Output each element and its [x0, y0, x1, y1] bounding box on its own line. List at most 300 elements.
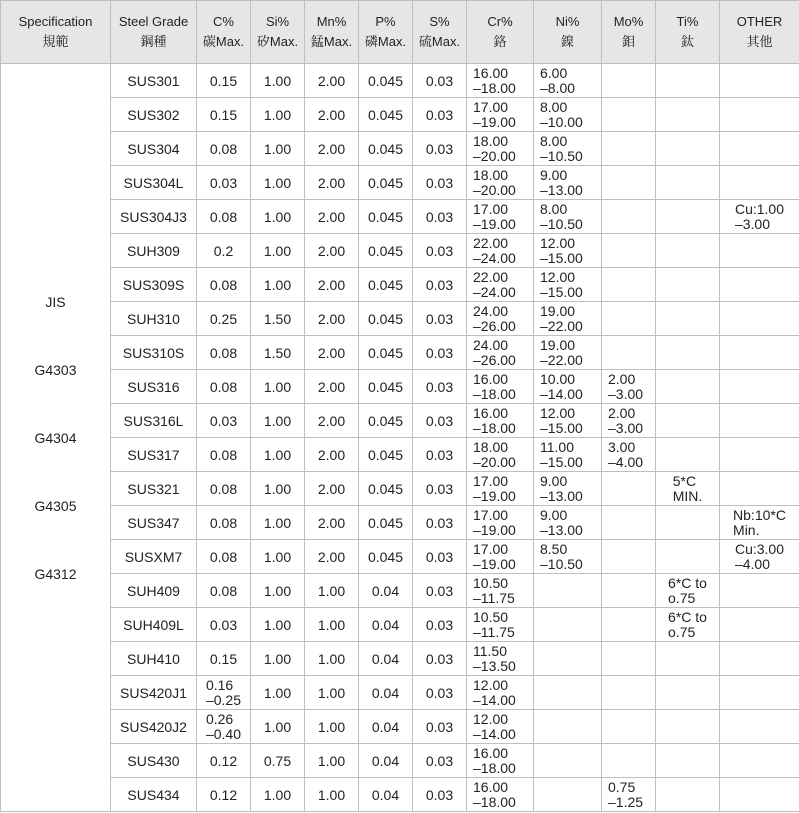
sulfur-cell: 0.03 [413, 540, 467, 574]
header-line: 鋼種 [140, 34, 167, 49]
manganese-cell: 1.00 [305, 778, 359, 812]
chromium-value-line: –18.00 [473, 419, 516, 436]
other-cell [720, 642, 799, 676]
phosphorus-cell: 0.04 [359, 676, 413, 710]
table-row [1, 438, 799, 472]
phosphorus-cell: 0.04 [359, 642, 413, 676]
nickel-value-line: 19.00 [540, 336, 576, 353]
molybdenum-cell [602, 404, 656, 438]
nickel-value-line: –10.00 [540, 113, 583, 130]
chromium-value-line: –20.00 [473, 147, 516, 164]
chromium-cell [467, 506, 534, 540]
steel-grade-cell: SUS434 [111, 778, 197, 812]
molybdenum-value-line: 2.00 [608, 370, 636, 387]
chromium-value-line: –20.00 [473, 453, 516, 470]
table-row [1, 506, 799, 540]
nickel-value-line: 8.00 [540, 98, 568, 115]
steel-grade-cell: SUS309S [111, 268, 197, 302]
header-line: Specification [18, 14, 93, 29]
chromium-value-line: –20.00 [473, 181, 516, 198]
other-value-line: Min. [733, 521, 760, 538]
sulfur-cell: 0.03 [413, 132, 467, 166]
table-row [1, 574, 799, 608]
manganese-cell: 1.00 [305, 574, 359, 608]
titanium-cell [656, 268, 720, 302]
titanium-cell [656, 234, 720, 268]
other-cell [720, 438, 799, 472]
titanium-cell [656, 676, 720, 710]
silicon-cell: 1.00 [251, 676, 305, 710]
chromium-cell [467, 302, 534, 336]
header-line: 鉬 [621, 34, 635, 49]
sulfur-cell: 0.03 [413, 268, 467, 302]
sulfur-cell: 0.03 [413, 710, 467, 744]
sulfur-cell: 0.03 [413, 64, 467, 98]
carbon-value-line: 0.08 [209, 276, 238, 293]
chromium-value-line: 18.00 [473, 166, 509, 183]
header-line: Ti% [676, 14, 699, 29]
phosphorus-cell: 0.04 [359, 744, 413, 778]
specification-standard: G4305 [34, 497, 77, 514]
table-body [1, 64, 799, 812]
molybdenum-cell [602, 642, 656, 676]
nickel-value-line: –15.00 [540, 419, 583, 436]
chromium-value-line: –26.00 [473, 317, 516, 334]
sulfur-cell: 0.03 [413, 98, 467, 132]
silicon-cell: 1.00 [251, 234, 305, 268]
silicon-cell: 1.00 [251, 438, 305, 472]
chromium-value-line: –14.00 [473, 725, 516, 742]
chromium-cell [467, 404, 534, 438]
header-line: Ni% [555, 14, 580, 29]
chromium-cell [467, 778, 534, 812]
chromium-cell [467, 744, 534, 778]
nickel-value-line: 12.00 [540, 268, 576, 285]
nickel-value-line: –15.00 [540, 453, 583, 470]
nickel-value-line: 6.00 [540, 64, 568, 81]
table-row [1, 64, 799, 98]
titanium-cell [656, 472, 720, 506]
other-cell [720, 574, 799, 608]
carbon-value-line: 0.15 [209, 650, 238, 667]
other-cell [720, 710, 799, 744]
chromium-value-line: –13.50 [473, 657, 516, 674]
titanium-cell [656, 574, 720, 608]
carbon-cell [197, 574, 251, 608]
chromium-value-line: 10.50 [473, 574, 509, 591]
carbon-value-line: 0.16 [205, 676, 234, 693]
molybdenum-cell [602, 506, 656, 540]
header-line: 矽Max. [256, 34, 299, 49]
steel-grade-cell: SUS317 [111, 438, 197, 472]
silicon-cell: 1.00 [251, 472, 305, 506]
table-row [1, 166, 799, 200]
other-value-line: Cu:1.00 [734, 200, 785, 217]
molybdenum-value-line: 2.00 [608, 404, 636, 421]
titanium-cell [656, 200, 720, 234]
molybdenum-cell [602, 540, 656, 574]
header-line: 規範 [42, 34, 69, 49]
manganese-cell: 2.00 [305, 506, 359, 540]
steel-grade-cell: SUS301 [111, 64, 197, 98]
silicon-cell: 1.00 [251, 710, 305, 744]
silicon-cell: 1.00 [251, 642, 305, 676]
molybdenum-cell [602, 234, 656, 268]
chromium-cell [467, 438, 534, 472]
steel-grade-cell: SUS304J3 [111, 200, 197, 234]
carbon-cell [197, 608, 251, 642]
specification-standard: G4304 [34, 429, 77, 446]
nickel-cell [534, 370, 602, 404]
sulfur-cell: 0.03 [413, 676, 467, 710]
molybdenum-value-line: –3.00 [608, 385, 644, 402]
chromium-value-line: –19.00 [473, 555, 516, 572]
other-cell [720, 540, 799, 574]
chromium-value-line: –11.75 [473, 589, 515, 606]
steel-grade-cell: SUH409 [111, 574, 197, 608]
header-line: 鈦 [680, 34, 694, 49]
nickel-cell [534, 132, 602, 166]
steel-grade-cell: SUS304L [111, 166, 197, 200]
nickel-cell [534, 438, 602, 472]
chromium-value-line: –24.00 [473, 283, 516, 300]
phosphorus-cell: 0.045 [359, 540, 413, 574]
manganese-cell: 2.00 [305, 64, 359, 98]
phosphorus-cell: 0.045 [359, 472, 413, 506]
chromium-value-line: 17.00 [473, 506, 509, 523]
nickel-value-line: –10.50 [540, 555, 583, 572]
chromium-value-line: 22.00 [473, 268, 509, 285]
molybdenum-cell [602, 166, 656, 200]
header-line: 其他 [746, 34, 773, 49]
chromium-value-line: 12.00 [473, 710, 509, 727]
header-line: Cr% [487, 14, 513, 29]
table-row [1, 234, 799, 268]
header-line: C% [213, 14, 234, 29]
other-cell [720, 132, 799, 166]
carbon-cell [197, 438, 251, 472]
steel-grade-cell: SUH410 [111, 642, 197, 676]
other-cell [720, 302, 799, 336]
steel-grade-cell: SUS420J1 [111, 676, 197, 710]
nickel-value-line: –13.00 [540, 487, 583, 504]
carbon-value-line: 0.03 [209, 412, 238, 429]
table-row [1, 608, 799, 642]
silicon-cell: 1.00 [251, 608, 305, 642]
silicon-cell: 1.00 [251, 132, 305, 166]
nickel-value-line: –13.00 [540, 181, 583, 198]
nickel-cell [534, 540, 602, 574]
nickel-value-line: 12.00 [540, 234, 576, 251]
header-nickel [534, 1, 602, 64]
table-row [1, 710, 799, 744]
molybdenum-cell [602, 336, 656, 370]
molybdenum-value-line: –1.25 [608, 793, 644, 810]
table-row [1, 370, 799, 404]
steel-grade-cell: SUS430 [111, 744, 197, 778]
chromium-value-line: 16.00 [473, 370, 509, 387]
other-value-line: –4.00 [734, 555, 771, 572]
nickel-value-line: –13.00 [540, 521, 583, 538]
phosphorus-cell: 0.045 [359, 98, 413, 132]
carbon-cell [197, 472, 251, 506]
specification-standard: G4312 [34, 565, 77, 582]
carbon-cell [197, 744, 251, 778]
carbon-cell [197, 540, 251, 574]
chromium-value-line: 12.00 [473, 676, 509, 693]
molybdenum-cell [602, 608, 656, 642]
chromium-value-line: 22.00 [473, 234, 509, 251]
other-cell [720, 404, 799, 438]
chromium-value-line: 10.50 [473, 608, 509, 625]
carbon-cell [197, 200, 251, 234]
manganese-cell: 2.00 [305, 438, 359, 472]
other-value-line: –3.00 [734, 215, 771, 232]
other-cell [720, 200, 799, 234]
carbon-value-line: 0.08 [209, 140, 238, 157]
manganese-cell: 2.00 [305, 472, 359, 506]
chromium-cell [467, 676, 534, 710]
silicon-cell: 1.00 [251, 540, 305, 574]
nickel-cell [534, 166, 602, 200]
nickel-value-line: 11.00 [540, 438, 574, 455]
silicon-cell: 1.00 [251, 778, 305, 812]
manganese-cell: 2.00 [305, 540, 359, 574]
manganese-cell: 2.00 [305, 302, 359, 336]
chromium-cell [467, 268, 534, 302]
silicon-cell: 1.00 [251, 64, 305, 98]
molybdenum-value-line: 0.75 [608, 778, 636, 795]
carbon-value-line: 0.12 [209, 786, 238, 803]
chromium-value-line: –18.00 [473, 793, 516, 810]
titanium-value-line: 6*C to [668, 608, 707, 625]
steel-grade-cell: SUS321 [111, 472, 197, 506]
nickel-cell [534, 98, 602, 132]
other-cell [720, 506, 799, 540]
sulfur-cell: 0.03 [413, 234, 467, 268]
carbon-value-line: 0.15 [209, 72, 238, 89]
header-line: 碳Max. [202, 34, 245, 49]
phosphorus-cell: 0.04 [359, 608, 413, 642]
chromium-cell [467, 64, 534, 98]
chromium-value-line: –19.00 [473, 487, 516, 504]
other-cell [720, 778, 799, 812]
molybdenum-cell [602, 744, 656, 778]
header-line: OTHER [736, 14, 783, 29]
chromium-cell [467, 336, 534, 370]
molybdenum-cell [602, 98, 656, 132]
other-cell [720, 744, 799, 778]
header-line: Steel Grade [118, 14, 189, 29]
sulfur-cell: 0.03 [413, 506, 467, 540]
titanium-value-line: 5*C [672, 472, 697, 489]
manganese-cell: 1.00 [305, 744, 359, 778]
other-cell [720, 64, 799, 98]
header-titanium [656, 1, 720, 64]
chromium-value-line: 16.00 [473, 744, 509, 761]
chromium-cell [467, 200, 534, 234]
nickel-cell [534, 608, 602, 642]
specification-standard: JIS [45, 293, 66, 310]
nickel-cell [534, 234, 602, 268]
nickel-value-line: –8.00 [540, 79, 576, 96]
header-specification [1, 1, 111, 64]
phosphorus-cell: 0.045 [359, 200, 413, 234]
manganese-cell: 2.00 [305, 268, 359, 302]
silicon-cell: 1.00 [251, 574, 305, 608]
molybdenum-cell [602, 778, 656, 812]
manganese-cell: 1.00 [305, 608, 359, 642]
table-row [1, 778, 799, 812]
sulfur-cell: 0.03 [413, 438, 467, 472]
molybdenum-cell [602, 676, 656, 710]
carbon-value-line: 0.08 [209, 480, 238, 497]
chromium-value-line: –24.00 [473, 249, 516, 266]
sulfur-cell: 0.03 [413, 336, 467, 370]
chromium-cell [467, 132, 534, 166]
chromium-value-line: 17.00 [473, 200, 509, 217]
silicon-cell: 1.00 [251, 98, 305, 132]
nickel-value-line: –22.00 [540, 317, 583, 334]
other-cell [720, 472, 799, 506]
chromium-cell [467, 166, 534, 200]
manganese-cell: 2.00 [305, 234, 359, 268]
sulfur-cell: 0.03 [413, 778, 467, 812]
manganese-cell: 1.00 [305, 676, 359, 710]
phosphorus-cell: 0.045 [359, 404, 413, 438]
titanium-cell [656, 336, 720, 370]
nickel-cell [534, 336, 602, 370]
nickel-cell [534, 778, 602, 812]
nickel-cell [534, 574, 602, 608]
header-line: 鉻 [493, 34, 507, 49]
chromium-value-line: 18.00 [473, 132, 509, 149]
chromium-value-line: 17.00 [473, 540, 509, 557]
sulfur-cell: 0.03 [413, 574, 467, 608]
nickel-cell [534, 268, 602, 302]
manganese-cell: 2.00 [305, 132, 359, 166]
carbon-cell [197, 506, 251, 540]
phosphorus-cell: 0.045 [359, 302, 413, 336]
chromium-value-line: 16.00 [473, 404, 509, 421]
nickel-cell [534, 744, 602, 778]
nickel-cell [534, 506, 602, 540]
steel-grade-cell: SUS316L [111, 404, 197, 438]
silicon-cell: 1.50 [251, 302, 305, 336]
steel-grade-cell: SUH309 [111, 234, 197, 268]
header-line: S% [429, 14, 450, 29]
molybdenum-cell [602, 64, 656, 98]
table-row [1, 336, 799, 370]
titanium-value-line: MIN. [672, 487, 703, 504]
table-row [1, 540, 799, 574]
phosphorus-cell: 0.045 [359, 506, 413, 540]
molybdenum-value-line: –3.00 [608, 419, 644, 436]
table-row [1, 744, 799, 778]
carbon-cell [197, 234, 251, 268]
carbon-cell [197, 64, 251, 98]
nickel-value-line: 8.50 [540, 540, 568, 557]
steel-grade-cell: SUH310 [111, 302, 197, 336]
header-line: 硫Max. [418, 34, 461, 49]
header-line: P% [375, 14, 396, 29]
header-line: 鎳 [560, 34, 574, 49]
carbon-cell [197, 98, 251, 132]
nickel-value-line: 9.00 [540, 472, 568, 489]
molybdenum-cell [602, 472, 656, 506]
nickel-cell [534, 302, 602, 336]
manganese-cell: 2.00 [305, 336, 359, 370]
sulfur-cell: 0.03 [413, 166, 467, 200]
other-cell [720, 166, 799, 200]
nickel-value-line: 9.00 [540, 506, 568, 523]
carbon-value-line: 0.25 [209, 310, 238, 327]
chromium-value-line: 16.00 [473, 64, 509, 81]
chromium-value-line: 18.00 [473, 438, 509, 455]
phosphorus-cell: 0.045 [359, 64, 413, 98]
silicon-cell: 1.00 [251, 166, 305, 200]
chromium-cell [467, 608, 534, 642]
nickel-cell [534, 642, 602, 676]
titanium-value-line: 6*C to [668, 574, 707, 591]
sulfur-cell: 0.03 [413, 744, 467, 778]
manganese-cell: 2.00 [305, 370, 359, 404]
specification-cell [1, 64, 111, 812]
silicon-cell: 1.00 [251, 404, 305, 438]
steel-grade-cell: SUS310S [111, 336, 197, 370]
carbon-cell [197, 404, 251, 438]
carbon-value-line: –0.40 [205, 725, 242, 742]
carbon-value-line: 0.08 [209, 548, 238, 565]
phosphorus-cell: 0.045 [359, 438, 413, 472]
header-molybdenum [602, 1, 656, 64]
nickel-cell [534, 676, 602, 710]
steel-grade-cell: SUS347 [111, 506, 197, 540]
titanium-value-line: o.75 [668, 589, 696, 606]
nickel-cell [534, 710, 602, 744]
chromium-cell [467, 710, 534, 744]
carbon-value-line: 0.15 [209, 106, 238, 123]
sulfur-cell: 0.03 [413, 472, 467, 506]
carbon-value-line: 0.08 [209, 344, 238, 361]
phosphorus-cell: 0.045 [359, 336, 413, 370]
sulfur-cell: 0.03 [413, 370, 467, 404]
sulfur-cell: 0.03 [413, 200, 467, 234]
titanium-cell [656, 540, 720, 574]
manganese-cell: 1.00 [305, 710, 359, 744]
header-manganese [305, 1, 359, 64]
carbon-value-line: 0.03 [209, 174, 238, 191]
table-row [1, 98, 799, 132]
carbon-value-line: 0.08 [209, 208, 238, 225]
manganese-cell: 1.00 [305, 642, 359, 676]
nickel-cell [534, 64, 602, 98]
chromium-value-line: 17.00 [473, 98, 509, 115]
chromium-cell [467, 642, 534, 676]
header-phosphorus [359, 1, 413, 64]
nickel-cell [534, 472, 602, 506]
chromium-value-line: 11.50 [473, 642, 507, 659]
steel-grade-cell: SUS420J2 [111, 710, 197, 744]
nickel-value-line: –15.00 [540, 283, 583, 300]
nickel-value-line: –14.00 [540, 385, 583, 402]
carbon-value-line: 0.2 [213, 242, 234, 259]
chromium-value-line: –19.00 [473, 521, 516, 538]
carbon-value-line: 0.08 [209, 582, 238, 599]
table-row [1, 302, 799, 336]
chromium-value-line: –18.00 [473, 759, 516, 776]
nickel-value-line: –10.50 [540, 215, 583, 232]
